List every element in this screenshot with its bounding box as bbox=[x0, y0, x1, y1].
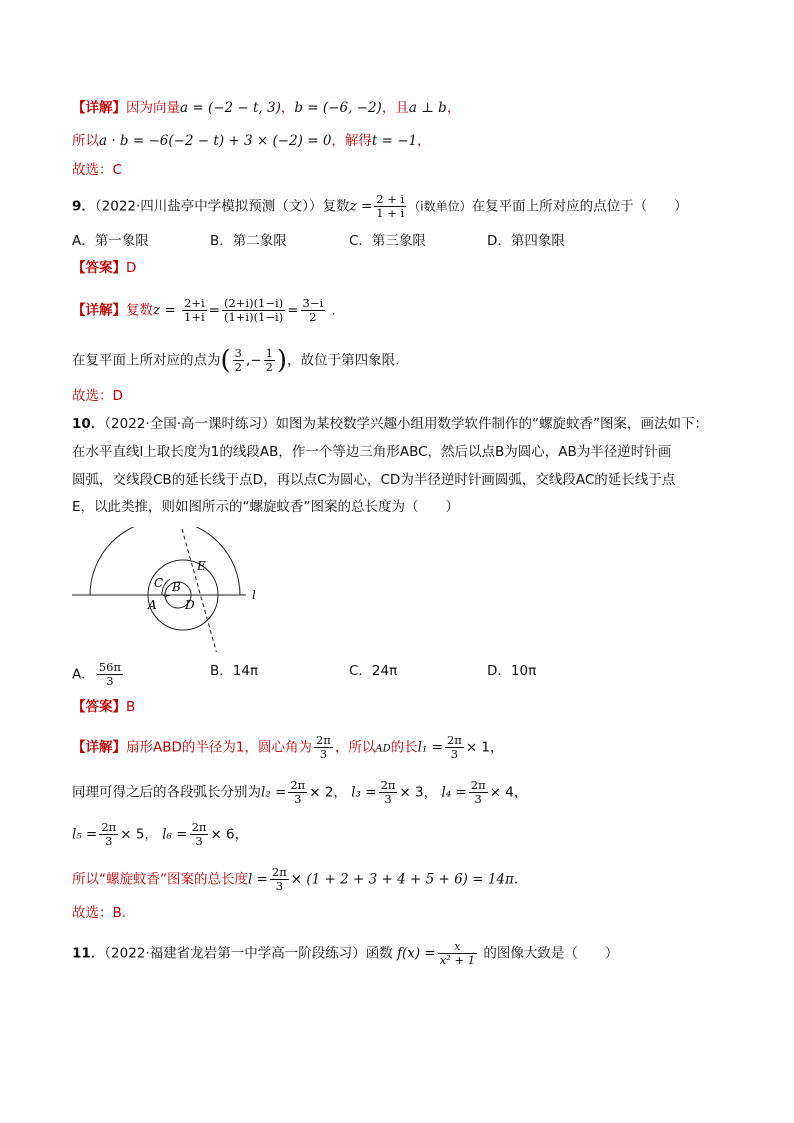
q9-option-a: A．第一象限 bbox=[72, 233, 149, 249]
q10-detail-1: 【详解】扇形ABD的半径为1，圆心角为 $\frac{2\pi}{3}$ ，所以AD的长l₁ = $\frac{2\pi}{3}$ × 1， bbox=[72, 733, 504, 761]
dashed-line bbox=[182, 529, 217, 652]
q9-choose: 故选：D bbox=[72, 388, 123, 404]
q10-option-d: D．10π bbox=[487, 663, 537, 679]
label-d: D bbox=[185, 598, 195, 612]
q8-detail-line-1: 【详解】因为向量a = (−2 − t, 3)，b = (−6, −2)，且a ⊥ b， bbox=[72, 100, 461, 116]
q10-choose: 故选：B. bbox=[72, 905, 127, 921]
outer-arc bbox=[90, 527, 240, 595]
q8-detail-line-2: 所以a · b = −6(−2 − t) + 3 × (−2) = 0，解得t = −1， bbox=[72, 133, 431, 149]
label-c: C bbox=[154, 576, 164, 590]
q11-stem: 11．（2022·福建省龙岩第一中学高一阶段练习）函数 f(x) = $\frac{x}{\text{x² + 1}}$ 的图像大致是（ ） bbox=[72, 939, 619, 967]
label-a: A bbox=[148, 598, 157, 612]
q10-option-b: B．14π bbox=[210, 663, 259, 679]
spiral-figure bbox=[70, 527, 270, 652]
q10-stem-3: 圆弧，交线段CB的延长线于点D，再以点C为圆心，CD为半径逆时针画圆弧，交线段AC的延长线于点 bbox=[72, 472, 676, 488]
q10-option-c: C．24π bbox=[349, 663, 398, 679]
q9-point-line: 在复平面上所对应的点为( $\frac{3}{2}$ ,− $\frac{1}{2}$ )，故位于第四象限. bbox=[72, 345, 400, 376]
q9-answer: 【答案】D bbox=[72, 260, 137, 276]
detail-tag: 【详解】 bbox=[72, 100, 126, 116]
q10-detail-2: 同理可得之后的各段弧长分别为l₂ = $\frac{2\pi}{3}$ × 2， l₃ = $\frac{2\pi}{3}$ × 3， l₄ = $\frac{2\pi}{3}$ × 4， bbox=[72, 778, 528, 806]
q9-fraction: $\frac{2 + i}{1 + i}$ bbox=[376, 192, 405, 220]
q9-option-d: D．第四象限 bbox=[487, 233, 565, 249]
q9-detail: 【详解】复数z = $\frac{2+i}{1+i}$ = $\frac{(2+i)(1-i)}{(1+i)(1-i)}$ = $\frac{3-i}{2}$ . bbox=[72, 296, 336, 324]
label-l: l bbox=[252, 588, 256, 602]
q10-stem-1: 10．（2022·全国·高一课时练习）如图为某校数学兴趣小组用数学软件制作的“螺旋蚊香”图案，画法如下： bbox=[72, 416, 708, 432]
q8-choose: 故选：C bbox=[72, 162, 122, 178]
q10-answer: 【答案】B bbox=[72, 699, 136, 715]
q9-option-b: B．第二象限 bbox=[210, 233, 287, 249]
label-b: B bbox=[172, 580, 181, 594]
q10-option-a: A． $\frac{56\pi}{3}$ bbox=[72, 660, 121, 688]
q10-stem-2: 在水平直线l上取长度为1的线段AB，作一个等边三角形ABC，然后以点B为圆心，AB为半径逆时针画 bbox=[72, 444, 672, 460]
q10-detail-4: 所以“螺旋蚊香”图案的总长度l = $\frac{2\pi}{3}$ × (1 + 2 + 3 + 4 + 5 + 6) = 14π. bbox=[72, 865, 519, 893]
label-e: E bbox=[197, 559, 206, 573]
q10-detail-3: l₅ = $\frac{2\pi}{3}$ × 5， l₆ = $\frac{2\pi}{3}$ × 6， bbox=[72, 820, 249, 848]
q10-stem-4: E，以此类推，则如图所示的“螺旋蚊香”图案的总长度为（ ） bbox=[72, 499, 460, 515]
q9-option-c: C．第三象限 bbox=[349, 233, 426, 249]
q9-stem: 9．（2022·四川盐亭中学模拟预测（文））复数z = $\frac{2 + i}{1 + i}$ （i数单位）在复平面上所对应的点位于（ ） bbox=[72, 192, 688, 220]
